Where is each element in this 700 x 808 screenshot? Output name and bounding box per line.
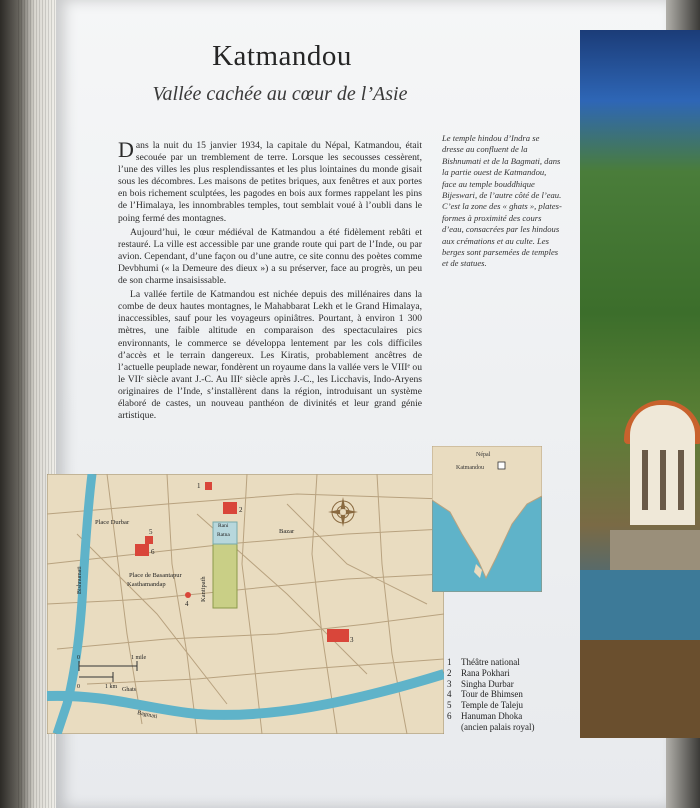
page-title: Katmandou [212,40,352,72]
legend-number: 1 [447,657,452,667]
taleju-temple-marker [145,536,153,544]
legend-name: Temple de Taleju [461,700,524,711]
label-kantipath: Kantipath [200,576,207,602]
legend-name: Tour de Bhimsen [461,689,523,700]
label-bagmati: Bagmati [136,710,158,721]
legend-number: 6 [447,710,452,721]
ratna-park [213,544,237,608]
ghat-steps [610,530,700,570]
river-bank [580,640,700,738]
legend-number: 3 [447,678,452,689]
drop-cap: D [118,137,134,162]
temple-photo [580,30,700,738]
map-legend [447,657,534,733]
paragraph-1 [118,137,422,225]
page-subtitle: Vallée cachée au cœur de l’Asie [152,83,408,105]
legend-note: (ancien palais royal) [461,721,535,732]
label-place-durbar: Place Durbar [95,519,130,526]
legend-name: Rana Pokhari [461,667,510,678]
marker-label-1: 1 [197,482,201,490]
locator-map [432,446,542,592]
legend-name: Théâtre national [461,657,520,667]
label-kasthamandap: Kasthamandap [127,581,166,588]
label-ghats: Ghats [122,687,136,693]
legend-number: 5 [447,700,452,711]
label-bishnumati: Bishnumati [77,566,83,594]
article-body [118,137,422,424]
label-place-basantapur: Place de Basantapur [129,572,182,579]
scale-km-label: 1 km [105,684,118,690]
scale-mile-label: 1 mile [131,655,147,661]
hanuman-dhoka-marker [135,544,149,556]
marker-label-3: 3 [350,636,354,644]
paragraph-1-text: ans la nuit du 15 janvier 1934, la capitale du Népal, Katmandou, était secouée par un tremblement de terre. Lorsque les secousses cessèrent, l’une des villes les plus resplendissantes et les plus lointaines du monde gisait sous les décombres. Les maisons de petites briques, aux fenêtres et aux portes en bois richement sculptées, les pagodes en bois aux formes rappelant les pins de l’Himalaya, les innombrables temples, tout semblait voué à l’oubli dans le poing fermé des montagnes. [118,140,422,224]
legend-item [447,689,534,700]
temple-column [678,450,684,510]
paragraph-2: Aujourd’hui, le cœur médiéval de Katmandou a été fidèlement rebâti et restauré. La ville est accessible par une grande route qui part de l’Inde, ou par avion. Cependant, d’une façon ou d’une autre, ce site connu des poètes comme Devbhumi (« la Demeure des dieux ») a su préserver, face au progrès, un peu de son charme insaisissable. [118,226,422,287]
paragraph-3: La vallée fertile de Katmandou est nichée depuis des millénaires dans la combe de deux hautes montagnes, le Mahabbarat Lekh et le Grand Himalaya, inaccessibles, sauf pour les voyageurs opiniâtres. Pourtant, à environ 1 300 mètres, une faible altitude en comparaison des spectaculaires pics environnants, le commerce se développa lentement par les cols difficiles d’accès et le terrain dangereux. Les Kiratis, probablement ancêtres de l’actuelle peuplade newar, fondèrent un royaume dans la vallée vers le VIIIᵉ ou le VIIᵉ siècle avant J.-C. Au IIIᵉ siècle après J.-C., les Licchavis, Indo-Aryens originaires de l’Inde, s’installèrent dans la région, introduisant un système élaboré de castes, un nouveau panthéon de divinités et leur grand génie artistique. [118,289,422,422]
legend-name: Hanuman Dhoka [461,710,523,721]
legend-item [447,700,534,711]
marker-label-6: 6 [151,548,155,556]
legend-number: 4 [447,689,452,700]
locator-label-nepal: Népal [476,452,491,458]
marker-label-5: 5 [149,528,153,536]
marker-label-4: 4 [185,600,189,608]
katmandou-location-icon [498,462,505,469]
photo-caption: Le temple hindou d’Indra se dresse au confluent de la Bishnumati et de la Bagmati, dans la partie ouest de Katmandou, face au temple bouddhique Bijeswari, de l’autre côté de l’eau. C’est la zone des « ghats », plates-formes à proximité des cours d’eau, consacrées par les hindous aux crémations et au culte. Les berges sont parsemées de temples et de statues. [442,133,562,269]
legend-item [447,657,534,668]
temple-column [642,450,648,510]
legend-number: 2 [447,667,452,678]
locator-label-katmandou: Katmandou [456,465,484,471]
national-theatre-marker [205,482,212,490]
scale-mile-zero: 0 [77,655,80,661]
katmandou-map [47,474,444,734]
label-bazar: Bazar [279,528,295,535]
legend-item [447,679,534,690]
label-ratna: Ratna [217,532,230,538]
legend-name: Singha Durbar [461,678,514,689]
singha-durbar-marker [327,629,349,642]
river-water [580,570,700,650]
temple-column [660,450,666,510]
bhimsen-tower-marker [185,592,191,598]
legend-item [447,668,534,679]
scale-km-zero: 0 [77,684,80,690]
label-rani: Rani [218,523,229,529]
legend-item [447,711,534,722]
rana-pokhari-marker [223,502,237,514]
marker-label-2: 2 [239,506,243,514]
